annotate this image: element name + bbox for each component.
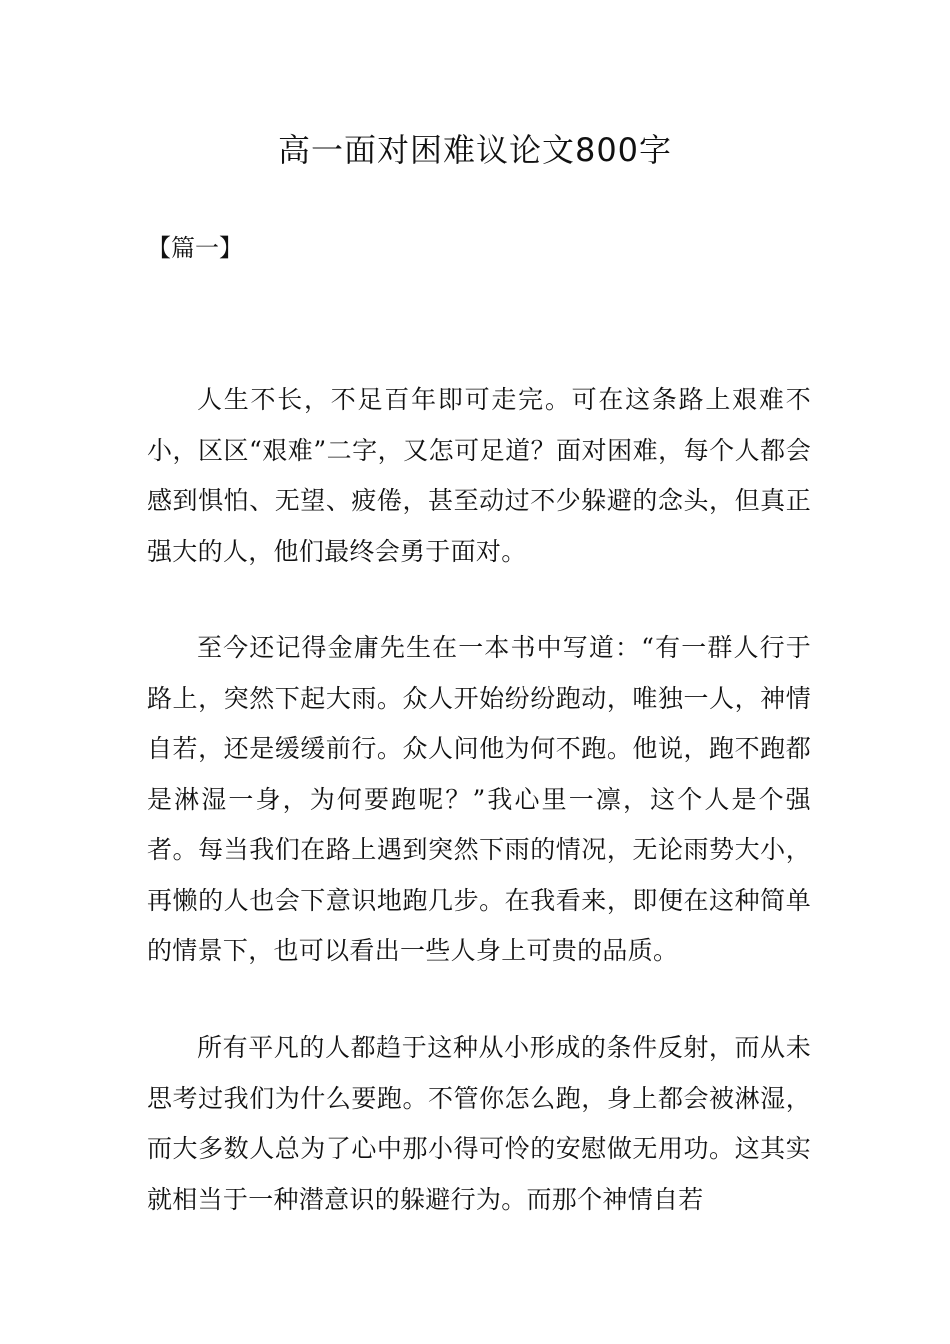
paragraph-3: 所有平凡的人都趋于这种从小形成的条件反射，而从未思考过我们为什么要跑。不管你怎么跑，身上都会被淋湿，而大多数人总为了心中那小得可怜的安慰做无用功。这其实就相当于一种潜意识的躲避行为。而那个神情自若 — [147, 1033, 811, 1214]
document-title: 高一面对困难议论文800字 — [277, 131, 673, 169]
paragraph-1: 人生不长，不足百年即可走完。可在这条路上艰难不小，区区“艰难”二字，又怎可足道？面对困难，每个人都会感到惧怕、无望、疲倦，甚至动过不少躲避的念头，但真正强大的人，他们最终会勇于面对。 — [147, 385, 811, 566]
section-label: 【篇一】 — [147, 234, 243, 262]
paragraph-2: 至今还记得金庸先生在一本书中写道：“有一群人行于路上，突然下起大雨。众人开始纷纷跑动，唯独一人，神情自若，还是缓缓前行。众人问他为何不跑。他说，跑不跑都是淋湿一身，为何要跑呢？”我心里一凛，这个人是个强者。每当我们在路上遇到突然下雨的情况，无论雨势大小，再懒的人也会下意识地跑几步。在我看来，即便在这种简单的情景下，也可以看出一些人身上可贵的品质。 — [147, 633, 811, 965]
